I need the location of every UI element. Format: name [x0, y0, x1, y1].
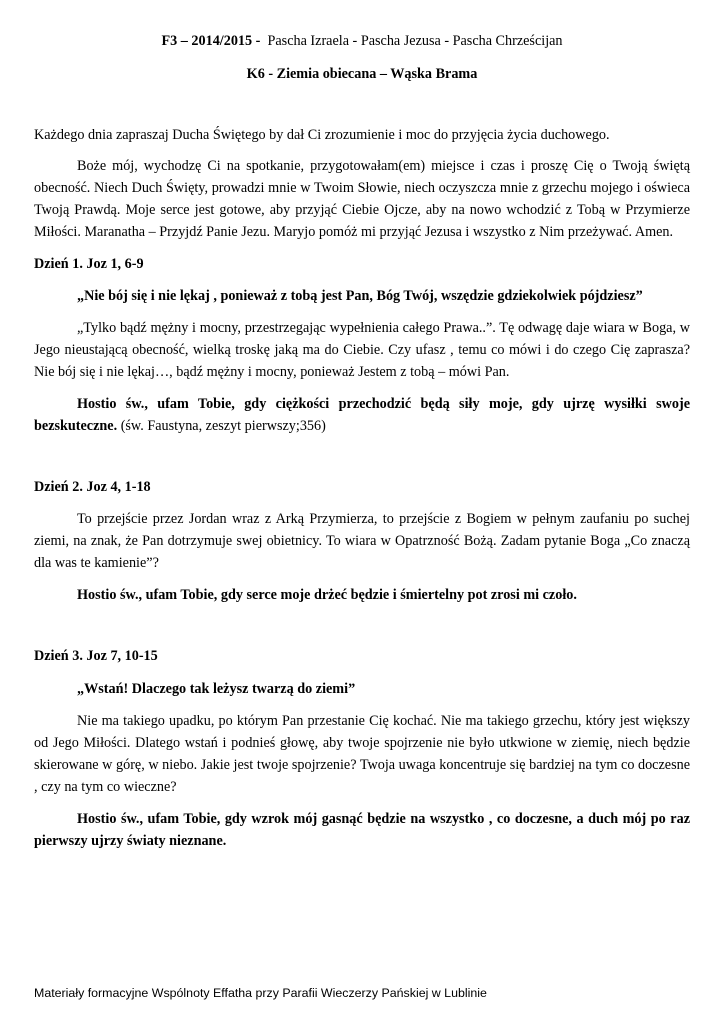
document-title: K6 - Ziemia obiecana – Wąska Brama [246, 66, 478, 82]
intro-paragraph: Każdego dnia zapraszaj Ducha Świętego by dał Ci zrozumienie i moc do przyjęcia życia duchowego. [34, 127, 610, 143]
day-2-paragraph: To przejście przez Jordan wraz z Arką Przymierza, to przejście z Bogiem w pełnym zaufaniu po suchej ziemi, na znak, że Pan dotrzymuje swej obietnicy. To wiara w Opatrzność Bożą. Zadam pytanie Boga „Co znaczą dla was te kamienie”? [34, 511, 690, 571]
day-2-hostio [34, 584, 690, 606]
day-1-quote: „Nie bój się i nie lękaj , ponieważ z tobą jest Pan, Bóg Twój, wszędzie gdziekolwiek pójdziesz” [77, 288, 643, 304]
day-1-hostio [34, 393, 690, 437]
formation-code: F3 – 2014/2015 - [161, 33, 261, 49]
opening-prayer: Boże mój, wychodzę Ci na spotkanie, przygotowałam(em) miejsce i czas i proszę Cię o Twoją świętą obecność. Niech Duch Święty, prowadzi mnie w Twoim Słowie, niech oczyszcza mnie z grzechu mojego i oświeca Twoją Prawdą. Moje serce jest gotowe, aby przyjąć Ciebie Ojcze, aby na nowo wchodzić z Tobą w Przymierze Miłości. Maranatha – Przyjdź Panie Jezu. Maryjo pomóż mi przyjąć Jezusa i wszystko z Nim przeżywać. Amen. [34, 158, 690, 240]
day-2-section [34, 476, 690, 606]
day-3-paragraph: Nie ma takiego upadku, po którym Pan przestanie Cię kochać. Nie ma takiego grzechu, który jest większy od Jego Miłości. Dlatego wstań i podnieś głowę, aby twoje spojrzenie nie było utkwione w ziemię, niech będzie skierowane w górę, w niebo. Jakie jest twoje spojrzenie? Twoja uwaga koncentruje się bardziej na tym co doczesne , czy na tym co wieczne? [34, 713, 690, 795]
day-1-title: Dzień 1. Joz 1, 6-9 [34, 256, 144, 272]
day-1-hostio-note: (św. Faustyna, zeszyt pierwszy;356) [117, 418, 326, 434]
day-3-title: Dzień 3. Joz 7, 10-15 [34, 648, 158, 664]
day-2-title: Dzień 2. Joz 4, 1-18 [34, 479, 151, 495]
day-1-paragraph: „Tylko bądź mężny i mocny, przestrzegając wypełnienia całego Prawa..”. Tę odwagę daje wiara w Boga, w Jego nieustającą obecność, wielką troskę jaką ma do Ciebie. Czy ufasz , temu co mówi i do czego Cię zaprasza? Nie bój się i nie lękaj…, bądź mężny i mocny, ponieważ Jestem z tobą – mówi Pan. [34, 320, 690, 380]
day-2-hostio-bold: Hostio św., ufam Tobie, gdy serce moje drżeć będzie i śmiertelny pot zrosi mi czoło. [77, 587, 577, 603]
header-subtitle: Pascha Izraela - Pascha Jezusa - Pascha Chrześcijan [267, 33, 563, 49]
document-header-line1 [34, 30, 690, 52]
day-1-hostio-bold: Hostio św., ufam Tobie, gdy ciężkości przechodzić będą siły moje, gdy ujrzę wysiłki swoje bezskuteczne. [34, 396, 690, 434]
day-3-hostio-bold: Hostio św., ufam Tobie, gdy wzrok mój gasnąć będzie na wszystko , co doczesne, a duch mój po raz pierwszy ujrzy światy nieznane. [34, 811, 690, 849]
page-footer: Materiały formacyjne Wspólnoty Effatha przy Parafii Wieczerzy Pańskiej w Lublinie [34, 986, 487, 1000]
day-3-quote: „Wstań! Dlaczego tak leżysz twarzą do ziemi” [77, 681, 356, 697]
day-1-section [34, 253, 690, 437]
day-3-section [34, 645, 690, 852]
document-page [34, 30, 690, 852]
day-3-hostio [34, 808, 690, 852]
